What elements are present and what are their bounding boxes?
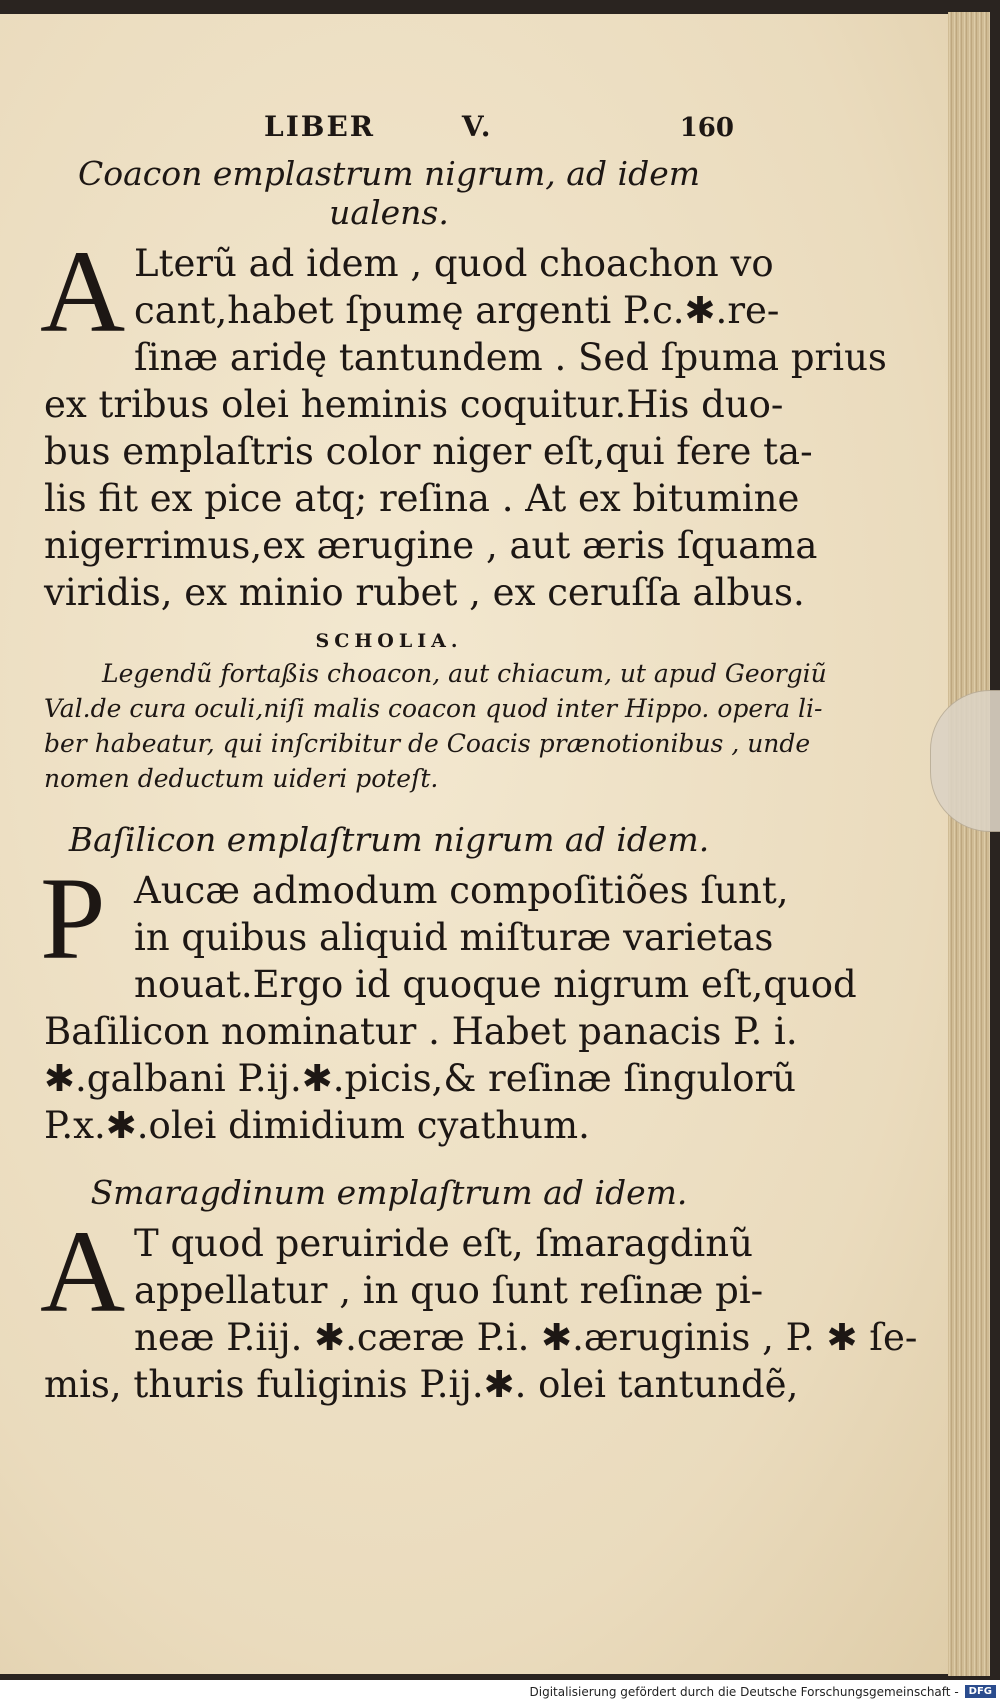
drop-initial: A xyxy=(40,226,126,357)
text-line: in quibus aliquid miſturæ varietas xyxy=(134,916,774,959)
text-line: ✱.galbani P.ij.✱.picis,& reſinæ ſingulorũ xyxy=(44,1057,796,1100)
text-line: ex tribus olei heminis coquitur.His duo- xyxy=(44,383,784,426)
section-title-basilicon: Baſilicon emplaſtrum nigrum ad idem. xyxy=(68,820,710,859)
text-line: Baſilicon nominatur . Habet panacis P. i. xyxy=(44,1010,798,1053)
paragraph-coacon xyxy=(40,226,887,616)
text-line: lis fit ex pice atq; reſina . At ex bitumine xyxy=(44,477,800,520)
text-line: neæ P.iij. ✱.cæræ P.i. ✱.æruginis , P. ✱ ſe- xyxy=(134,1316,918,1359)
text-line: nigerrimus,ex ærugine , aut æris ſquama xyxy=(44,524,818,567)
text-line: T quod peruiride eſt, ſmaragdinũ xyxy=(134,1222,753,1265)
scholia-line: Legendũ fortaßis choacon, aut chiacum, ut apud Georgiũ xyxy=(102,659,827,688)
text-line: appellatur , in quo ſunt reſinæ pi- xyxy=(134,1269,764,1312)
text-line: ſinæ aridę tantundem . Sed ſpuma prius xyxy=(134,336,887,379)
running-header xyxy=(44,110,734,152)
section-title-coacon: Coacon emplastrum nigrum, ad idem ualens. xyxy=(77,154,701,232)
scholia-line: ber habeatur, qui inſcribitur de Coacis prænotionibus , unde xyxy=(44,729,811,758)
drop-initial: P xyxy=(40,853,106,984)
section-title-smaragdinum: Smaragdinum emplaſtrum ad idem. xyxy=(90,1173,688,1212)
scholia-heading: SCHOLIA. xyxy=(315,630,463,652)
text-line: P.x.✱.olei dimidium cyathum. xyxy=(44,1104,590,1147)
text-line: nouat.Ergo id quoque nigrum eſt,quod xyxy=(134,963,857,1006)
text-line: viridis, ex minio rubet , ex ceruſſa albus. xyxy=(44,571,805,614)
text-line: Lterũ ad idem , quod choachon vo xyxy=(134,242,774,285)
paragraph-basilicon xyxy=(40,853,857,1149)
footer-bar xyxy=(0,1680,1000,1703)
scholia-text xyxy=(44,656,827,796)
header-volume: V. xyxy=(461,110,493,143)
page-edges xyxy=(948,12,990,1676)
scholia-line: Val.de cura oculi,niſi malis coacon quod inter Hippo. opera li- xyxy=(44,694,823,723)
text-line: mis, thuris fuliginis P.ij.✱. olei tantundẽ, xyxy=(44,1363,799,1406)
text-line: cant,habet ſpumę argenti P.c.✱.re- xyxy=(134,289,780,332)
drop-initial: A xyxy=(40,1206,126,1337)
folio-number: 160 xyxy=(679,113,734,143)
dfg-logo: DFG xyxy=(965,1685,996,1698)
funding-credit: Digitalisierung gefördert durch die Deutsche Forschungsgemeinschaft - xyxy=(529,1684,959,1699)
paragraph-smaragdinum xyxy=(40,1206,918,1408)
page-content xyxy=(40,110,918,1408)
text-line: bus emplaſtris color niger eſt,qui fere ta- xyxy=(44,430,813,473)
text-line: Aucæ admodum compoſitiões ſunt, xyxy=(134,869,789,912)
header-liber: LIBER xyxy=(264,110,376,143)
scholia-line: nomen deductum uideri poteſt. xyxy=(44,764,439,793)
